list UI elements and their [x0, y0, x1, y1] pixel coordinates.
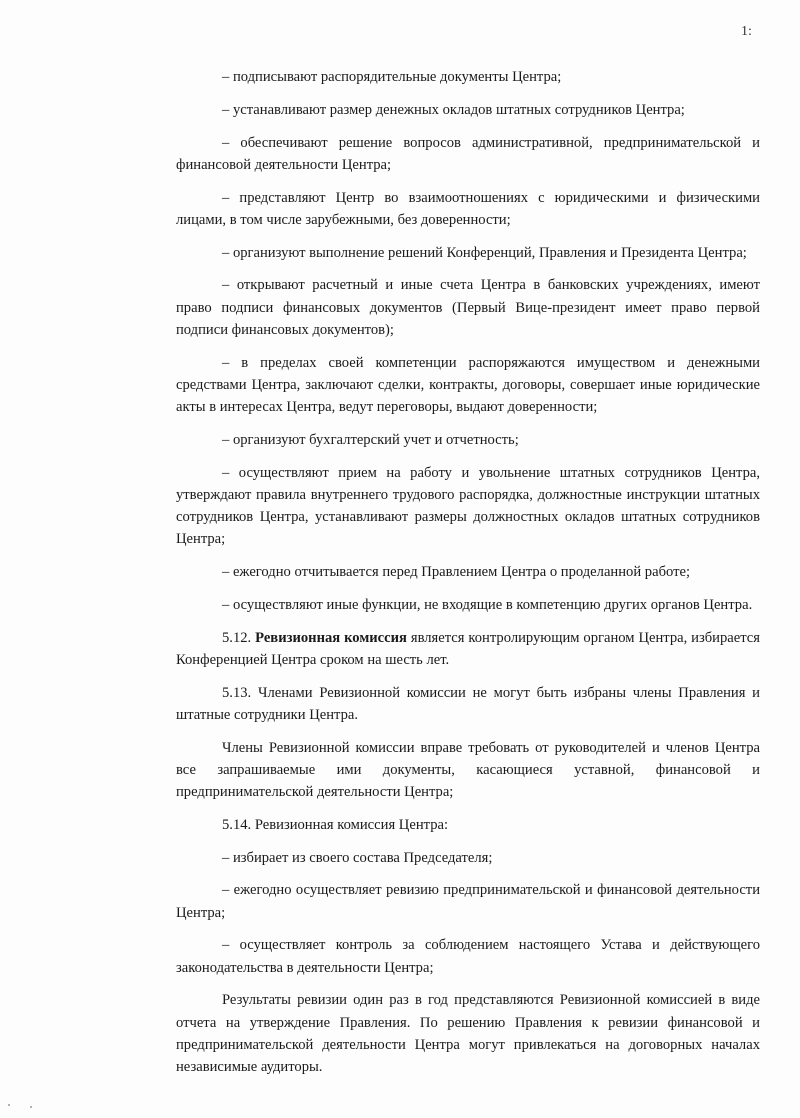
- scan-artifact: [8, 1104, 10, 1106]
- paragraph: Результаты ревизии один раз в год представляются Ревизионной комиссией в виде отчета на утверждение Правления. По решению Правления к ревизии финансовой и предпринимательской деятельности Центра могут привлекаться на договорных началах независимые аудиторы.: [176, 992, 760, 1075]
- list-item: – осуществляют прием на работу и увольнение штатных сотрудников Центра, утверждают правила внутреннего трудового распорядка, должностные инструкции штатных сотрудников Центра, устанавливают размеры должностных окладов штатных сотрудников Центра;: [176, 464, 760, 548]
- list-item: – осуществляют иные функции, не входящие в компетенцию других органов Центра.: [222, 596, 753, 613]
- page-number: 1:: [741, 24, 752, 39]
- list-item: – организуют выполнение решений Конференций, Правления и Президента Центра;: [222, 244, 747, 261]
- section-5-13: 5.13. Членами Ревизионной комиссии не могут быть избраны члены Правления и штатные сотрудники Центра.: [176, 684, 760, 723]
- list-item: – устанавливают размер денежных окладов штатных сотрудников Центра;: [222, 101, 685, 118]
- scan-artifact: [30, 1106, 32, 1108]
- section-5-12: [176, 627, 760, 671]
- list-item: – осуществляет контроль за соблюдением настоящего Устава и действующего законодательства в деятельности Центра;: [176, 937, 760, 976]
- list-item: – избирает из своего состава Председателя;: [222, 849, 493, 866]
- list-item: – ежегодно отчитывается перед Правлением Центра о проделанной работе;: [222, 564, 691, 580]
- section-text: является контролирующим органом Центра, избирается Конференцией Центра сроком на шесть лет.: [176, 629, 760, 668]
- list-item: – в пределах своей компетенции распоряжаются имуществом и денежными средствами Центра, заключают сделки, контракты, договоры, совершает иные юридические акты в интересах Центра, ведут переговоры, выдают доверенности;: [176, 354, 760, 415]
- section-bold-term: Ревизионная комиссия: [255, 629, 407, 646]
- list-item: – открывают расчетный и иные счета Центра в банковских учреждениях, имеют право подписи финансовых документов (Первый Вице-президент имеет право первой подписи финансовых документов);: [176, 277, 760, 338]
- list-item: – организуют бухгалтерский учет и отчетность;: [222, 431, 519, 448]
- list-item: – представляют Центр во взаимоотношениях с юридическими и физическими лицами, в том числе зарубежными, без доверенности;: [176, 189, 760, 228]
- list-item: – обеспечивают решение вопросов административной, предпринимательской и финансовой деятельности Центра;: [176, 134, 760, 173]
- section-number: 5.12.: [222, 629, 252, 646]
- paragraph: Члены Ревизионной комиссии вправе требовать от руководителей и членов Центра все запрашиваемые ими документы, касающиеся уставной, финансовой и предпринимательской деятельности Центра;: [176, 739, 760, 800]
- list-item: – подписывают распорядительные документы Центра;: [222, 69, 562, 85]
- list-item: – ежегодно осуществляет ревизию предпринимательской и финансовой деятельности Центра;: [176, 882, 760, 921]
- document-body: [176, 66, 760, 1089]
- section-5-14: 5.14. Ревизионная комиссия Центра:: [222, 816, 449, 833]
